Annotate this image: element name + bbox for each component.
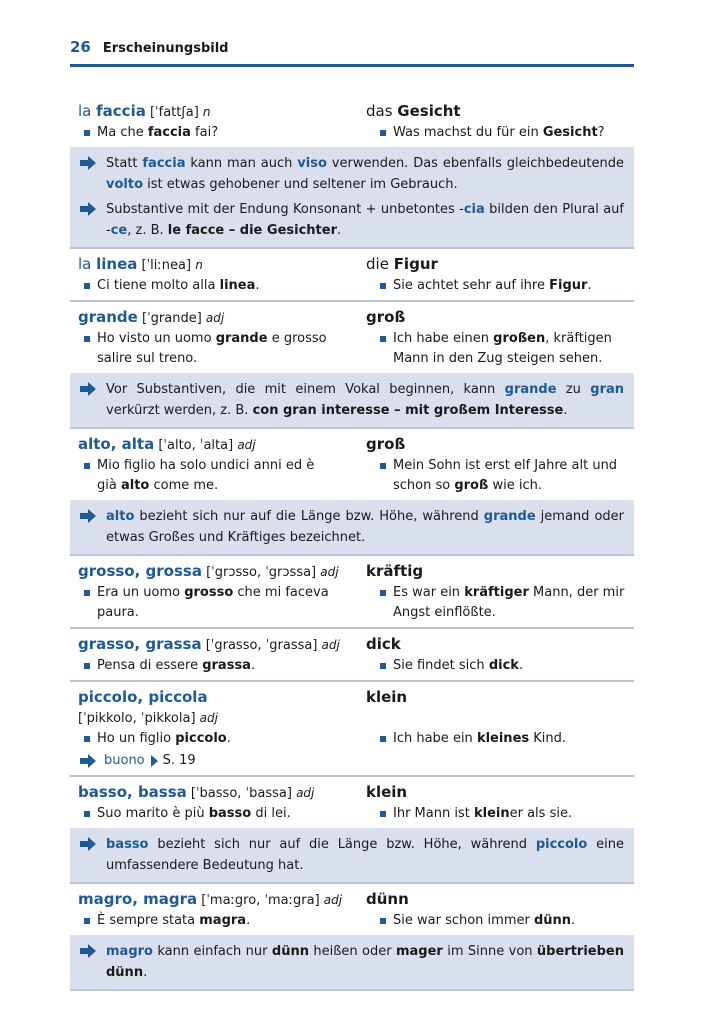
headword-de: klein	[366, 783, 408, 801]
entry-grasso	[70, 629, 634, 682]
headword-it: basso, bassa [ˈbasso, ˈbassa] adj	[78, 783, 315, 801]
xref-page[interactable]: S. 19	[162, 753, 196, 768]
example-row: Suo marito è più basso di lei. Ihr Mann ist kleiner als sie.	[70, 804, 634, 824]
square-bullet-icon	[380, 590, 386, 596]
usage-note: alto bezieht sich nur auf die Länge bzw. Höhe, während grande jemand oder etwas Großes und Kräftiges bezeichnet.	[70, 500, 634, 556]
entry-magro	[70, 884, 634, 935]
example-row: Ma che faccia fai? Was machst du für ein Gesicht?	[70, 123, 634, 143]
headword-de: kräftig	[366, 562, 424, 580]
headword-it: magro, magra [ˈmaːgro, ˈmaːgra] adj	[78, 890, 343, 908]
headword-de: groß	[366, 308, 406, 326]
square-bullet-icon	[84, 463, 90, 469]
arrow-right-icon	[80, 382, 96, 396]
arrow-right-icon	[80, 156, 96, 170]
square-bullet-icon	[84, 736, 90, 742]
triangle-right-icon	[151, 755, 158, 767]
square-bullet-icon	[84, 590, 90, 596]
dictionary-page	[70, 38, 634, 991]
square-bullet-icon	[380, 463, 386, 469]
headword-it: la linea [ˈliːnea] n	[78, 255, 203, 273]
entry-linea	[70, 249, 634, 302]
square-bullet-icon	[84, 918, 90, 924]
entry-faccia	[70, 101, 634, 147]
pronunciation: [ˈpikkolo, ˈpikkola] adj	[78, 711, 218, 726]
square-bullet-icon	[380, 130, 386, 136]
page-title: Erscheinungsbild	[102, 41, 229, 56]
headword-it: grosso, grossa [ˈgrɔsso, ˈgrɔssa] adj	[78, 562, 339, 580]
example-row: Ho visto un uomo grande e grosso salire sul treno. Ich habe einen großen, kräftigen Mann in den Zug steigen sehen.	[70, 329, 634, 369]
example-row: Pensa di essere grassa. Sie findet sich dick.	[70, 656, 634, 676]
entry-basso	[70, 777, 634, 828]
headword-it: grasso, grassa [ˈgrasso, ˈgrassa] adj	[78, 635, 340, 653]
entry-alto	[70, 429, 634, 500]
entry-piccolo	[70, 682, 634, 777]
arrow-right-icon	[80, 509, 96, 523]
arrow-right-icon	[80, 754, 96, 768]
square-bullet-icon	[380, 811, 386, 817]
square-bullet-icon	[380, 918, 386, 924]
usage-note: Substantive mit der Endung Konsonant + unbetontes -cia bilden den Plural auf -ce, z. B. le facce – die Gesichter.	[70, 197, 634, 249]
usage-note: basso bezieht sich nur auf die Länge bzw. Höhe, während piccolo eine umfassendere Bedeutung hat.	[70, 828, 634, 884]
arrow-right-icon	[80, 202, 96, 216]
square-bullet-icon	[84, 663, 90, 669]
headword-de: dick	[366, 635, 401, 653]
square-bullet-icon	[380, 736, 386, 742]
arrow-right-icon	[80, 837, 96, 851]
example-row: Era un uomo grosso che mi faceva paura. Es war ein kräftiger Mann, der mir Angst einflößte.	[70, 583, 634, 623]
arrow-right-icon	[80, 944, 96, 958]
cross-reference[interactable]	[70, 751, 634, 771]
entry-grosso	[70, 556, 634, 629]
headword-de: groß	[366, 435, 406, 453]
headword-it: grande [ˈgrande] adj	[78, 308, 225, 326]
square-bullet-icon	[84, 283, 90, 289]
headword-de: dünn	[366, 890, 409, 908]
example-row: Mio figlio ha solo undici anni ed è già alto come me. Mein Sohn ist erst elf Jahre alt und schon so groß wie ich.	[70, 456, 634, 496]
headword-it: piccolo, piccola	[78, 688, 208, 706]
example-row: Ho un figlio piccolo. Ich habe ein kleines Kind.	[70, 729, 634, 749]
square-bullet-icon	[84, 811, 90, 817]
headword-de: klein	[366, 688, 408, 706]
usage-note: magro kann einfach nur dünn heißen oder mager im Sinne von übertrieben dünn.	[70, 935, 634, 991]
entry-grande	[70, 302, 634, 373]
page-number: 26	[70, 38, 91, 56]
headword-de: das Gesicht	[366, 102, 461, 120]
usage-note: Statt faccia kann man auch viso verwenden. Das ebenfalls gleichbedeutende volto ist etwas gehobener und seltener im Gebrauch.	[70, 147, 634, 197]
usage-note: Vor Substantiven, die mit einem Vokal beginnen, kann grande zu gran verkürzt werden, z. B. con gran interesse – mit großem Interesse.	[70, 373, 634, 429]
square-bullet-icon	[380, 336, 386, 342]
square-bullet-icon	[84, 336, 90, 342]
square-bullet-icon	[380, 283, 386, 289]
headword-de: die Figur	[366, 255, 438, 273]
headword-it: alto, alta [ˈalto, ˈalta] adj	[78, 435, 256, 453]
example-row: È sempre stata magra. Sie war schon immer dünn.	[70, 911, 634, 931]
xref-word[interactable]: buono	[104, 753, 145, 768]
headword-it: la faccia [ˈfattʃa] n	[78, 102, 211, 120]
square-bullet-icon	[380, 663, 386, 669]
square-bullet-icon	[84, 130, 90, 136]
page-header	[70, 38, 634, 67]
example-row: Ci tiene molto alla linea. Sie achtet sehr auf ihre Figur.	[70, 276, 634, 296]
